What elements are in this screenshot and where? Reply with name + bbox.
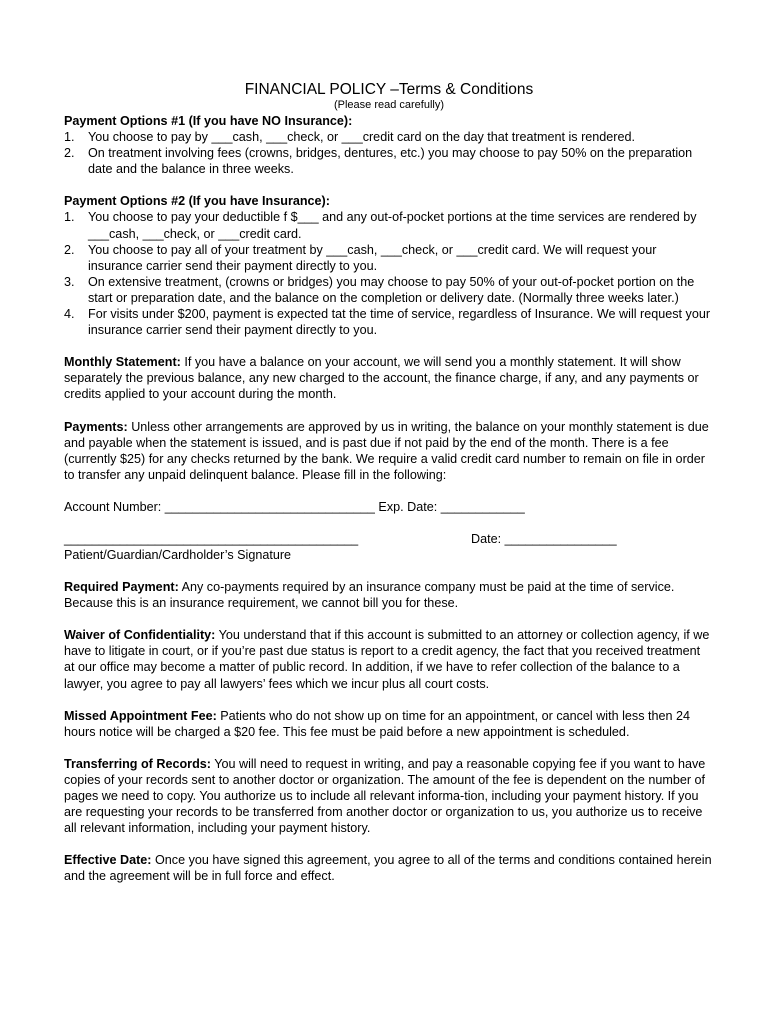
missed-appointment-heading: Missed Appointment Fee: [64, 708, 217, 723]
transferring-records-section [64, 756, 714, 836]
item-text: On treatment involving fees (crowns, bridges, dentures, etc.) you may choose to pay 50% on the preparation date and the balance in three weeks. [88, 146, 693, 177]
page-title: FINANCIAL POLICY –Terms & Conditions [244, 81, 534, 98]
missed-appointment-text: Patients who do not show up on time for an appointment, or cancel with less then 24 hours notice will be charged a $20 fee. This fee must be paid before a new appointment is scheduled. [64, 708, 691, 739]
item-text: You choose to pay by ___cash, ___check, or ___credit card on the day that treatment is rendered. [88, 130, 636, 145]
list-item [64, 274, 714, 306]
item-text: For visits under $200, payment is expected tat the time of service, regardless of Insurance. We will request your insurance carrier send their payment directly to you. [88, 307, 711, 338]
signature-row [64, 531, 714, 547]
transferring-records-text: You will need to request in writing, and pay a reasonable copying fee if you want to have copies of your records sent to another doctor or organization. The amount of the fee is dependent on the number of pages we need to copy. You authorize us to include all relevant informa-tion, including your payment history. If you are requesting your records to be transferred from another doctor or organization to us, you authorize us to receive all relevant information, including your payment history. [64, 756, 706, 836]
payments-section [64, 419, 714, 483]
item-number: 4. [64, 307, 75, 322]
monthly-statement-text: If you have a balance on your account, we will send you a monthly statement. It will show separately the previous balance, any new charged to the account, the finance charge, if any, and any payments or credits applied to your account during the month. [64, 355, 699, 402]
option2-heading: Payment Options #2 (If you have Insurance): [64, 194, 330, 209]
item-number: 2. [64, 242, 75, 257]
effective-date-text: Once you have signed this agreement, you agree to all of the terms and conditions contained herein and the agreement will be in full force and effect. [64, 853, 712, 884]
signature-label: Patient/Guardian/Cardholder’s Signature [64, 547, 292, 562]
payments-heading: Payments: [64, 419, 128, 434]
option2-list [64, 209, 714, 338]
required-payment-text: Any co-payments required by an insurance company must be paid at the time of service. Because this is an insurance requirement, we cannot bill you for these. [64, 580, 675, 611]
item-text: You choose to pay all of your treatment by ___cash, ___check, or ___credit card. We will request your insurance carrier send their payment directly to you. [88, 242, 657, 273]
required-payment-heading: Required Payment: [64, 580, 179, 595]
effective-date-heading: Effective Date: [64, 853, 152, 868]
monthly-statement-heading: Monthly Statement: [64, 355, 181, 370]
option1-list [64, 129, 714, 177]
item-number: 1. [64, 130, 75, 145]
option1-heading: Payment Options #1 (If you have NO Insurance): [64, 114, 353, 128]
item-text: On extensive treatment, (crowns or bridges) you may choose to pay 50% of your out-of-pocket portion on the start or preparation date, and the balance on the completion or delivery date. (Normally three weeks later.) [88, 274, 695, 305]
waiver-section [64, 627, 714, 691]
list-item [64, 306, 714, 338]
list-item [64, 209, 714, 241]
item-text: You choose to pay your deductible f $___ and any out-of-pocket portions at the time services are rendered by ___cash, ___check, or ___credit card. [88, 210, 697, 241]
signature-field[interactable]: __________________________________________ [64, 531, 359, 546]
waiver-text: You understand that if this account is submitted to an attorney or collection agency, if we have to litigate in court, or if you’re past due status is report to a credit agency, the fact that you received treatment at our office may become a matter of public record. In addition, if we have to refer collection of the balance to a lawyer, you agree to pay all lawyers’ fees which we incur plus all court costs. [64, 628, 710, 691]
required-payment-section [64, 579, 714, 611]
monthly-statement-section [64, 354, 714, 402]
missed-appointment-section [64, 708, 714, 740]
item-number: 1. [64, 210, 75, 225]
option2-section [64, 193, 714, 338]
list-item [64, 145, 714, 177]
waiver-heading: Waiver of Confidentiality: [64, 628, 216, 643]
list-item [64, 129, 714, 145]
transferring-records-heading: Transferring of Records: [64, 756, 211, 771]
date-field[interactable]: Date: ________________ [471, 531, 617, 546]
effective-date-section [64, 852, 714, 884]
list-item [64, 242, 714, 274]
item-number: 2. [64, 146, 75, 161]
item-number: 3. [64, 274, 75, 289]
financial-policy-document [64, 80, 714, 884]
page-subtitle: (Please read carefully) [333, 99, 445, 111]
account-number-field[interactable]: Account Number: ______________________________ Exp. Date: ____________ [64, 499, 525, 514]
payments-text: Unless other arrangements are approved by us in writing, the balance on your monthly statement is due and payable when the statement is issued, and is past due if not paid by the end of the month. There is a fee (currently $25) for any checks returned by the bank. We require a valid credit card number to remain on file in order to transfer any unpaid delinquent balance. Please fill in the following: [64, 419, 709, 482]
